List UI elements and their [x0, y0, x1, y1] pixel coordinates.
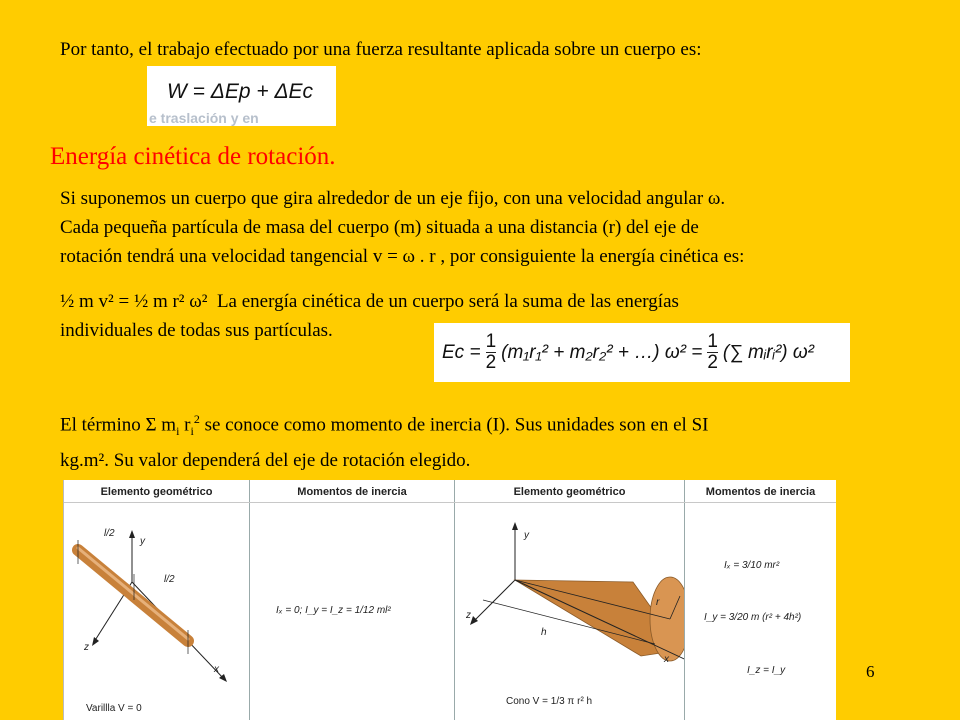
intro-text: Por tanto, el trabajo efectuado por una fuerza resultante aplicada sobre un cuerpo es: — [60, 39, 702, 60]
work-formula: W = ΔEp + ΔEc — [167, 80, 314, 103]
paragraph-3-pre: El término Σ m — [60, 414, 177, 436]
rod-highlight — [78, 548, 188, 639]
rod-y-arrow — [129, 530, 135, 538]
rod-axis-x-label: x — [214, 664, 219, 675]
header-inertia-2: Momentos de inercia — [705, 486, 816, 498]
paragraph-1-line-2: Cada pequeña partícula de masa del cuerpo (m) situada a una distancia (r) del eje de — [60, 217, 699, 238]
paragraph-2-line-2: individuales de todas sus partículas. — [60, 320, 333, 341]
paragraph-1-line-1: Si suponemos un cuerpo que gira alrededor de un eje fijo, con una velocidad angular ω. — [60, 188, 726, 209]
paragraph-3-line-2: kg.m². Su valor dependerá del eje de rotación elegido. — [60, 450, 471, 472]
kinetic-formula-inline: ½ m v² = ½ m r² ω² — [60, 291, 208, 312]
cone-z-axis — [473, 580, 515, 622]
rod-label-half-top: l/2 — [104, 528, 115, 539]
cone-caption: Cono V = 1/3 π r² h — [506, 696, 593, 707]
cone-axis-y-label: y — [524, 530, 529, 541]
header-geometric-2: Elemento geométrico — [513, 486, 626, 498]
paragraph-1 — [60, 184, 744, 271]
work-formula-bg-text: e traslación y en — [149, 110, 259, 126]
rod-z-arrow — [92, 637, 99, 646]
cone-h-label: h — [541, 627, 547, 638]
cone-inertia-y: I_y = 3/20 m (r² + 4h²) — [704, 612, 802, 623]
cone-axis-x-label: x — [664, 654, 669, 665]
rod-axis-y-label: y — [140, 536, 145, 547]
paragraph-2-text: La energía cinética de un cuerpo será la suma de las energías — [216, 291, 679, 312]
cone-axis-z-label: z — [466, 610, 471, 621]
rod-shape — [78, 550, 188, 641]
cone-diagram — [455, 504, 684, 694]
ec-half-fraction: $\frac{1}{2}$ — [485, 331, 497, 373]
header-inertia-1: Momentos de inercia — [297, 486, 407, 498]
ec-half-fraction-2: $\frac{1}{2}$ — [707, 331, 718, 373]
cone-inertia-z: I_z = I_y — [747, 665, 786, 676]
paragraph-3: El término Σ $m_i$ $r_i^2$ se conoce como momento de inercia (I). Sus unidades son en el SI kg.m². Su valor dependerá del eje de rotación elegido. — [60, 405, 708, 475]
work-formula-image — [147, 66, 336, 126]
paragraph-1-line-3: rotación tendrá una velocidad tangencial v = ω . r , por consiguiente la energía cinética es: — [60, 246, 745, 267]
ec-formula-image — [434, 323, 850, 382]
rod-label-half-mid: l/2 — [164, 574, 175, 585]
ec-sum-expanded: (m₁r₁² + m₂r₂² + …) ω² = — [501, 341, 703, 363]
cone-r-label: r — [656, 597, 660, 608]
header-geometric-1: Elemento geométrico — [100, 486, 213, 498]
ec-lhs: Ec = — [442, 341, 481, 363]
cone-z-arrow — [470, 616, 478, 625]
cone-inertia-x: Iₓ = 3/10 mr² — [724, 560, 780, 571]
page-number: 6 — [866, 662, 875, 681]
rod-caption: Varillla V = 0 — [86, 703, 142, 714]
rod-axis-z-label: z — [84, 642, 89, 653]
paragraph-3-post: se conoce como momento de inercia (I). Sus unidades son en el SI — [204, 414, 709, 436]
inertia-table — [63, 480, 836, 720]
section-heading: Energía cinética de rotación. — [50, 143, 336, 170]
ec-sum-short: (∑ mᵢrᵢ²) ω² — [722, 341, 815, 363]
rod-inertia: Iₓ = 0; I_y = I_z = 1/12 ml² — [276, 605, 391, 616]
cone-y-arrow — [512, 522, 518, 530]
rod-diagram — [64, 504, 249, 694]
